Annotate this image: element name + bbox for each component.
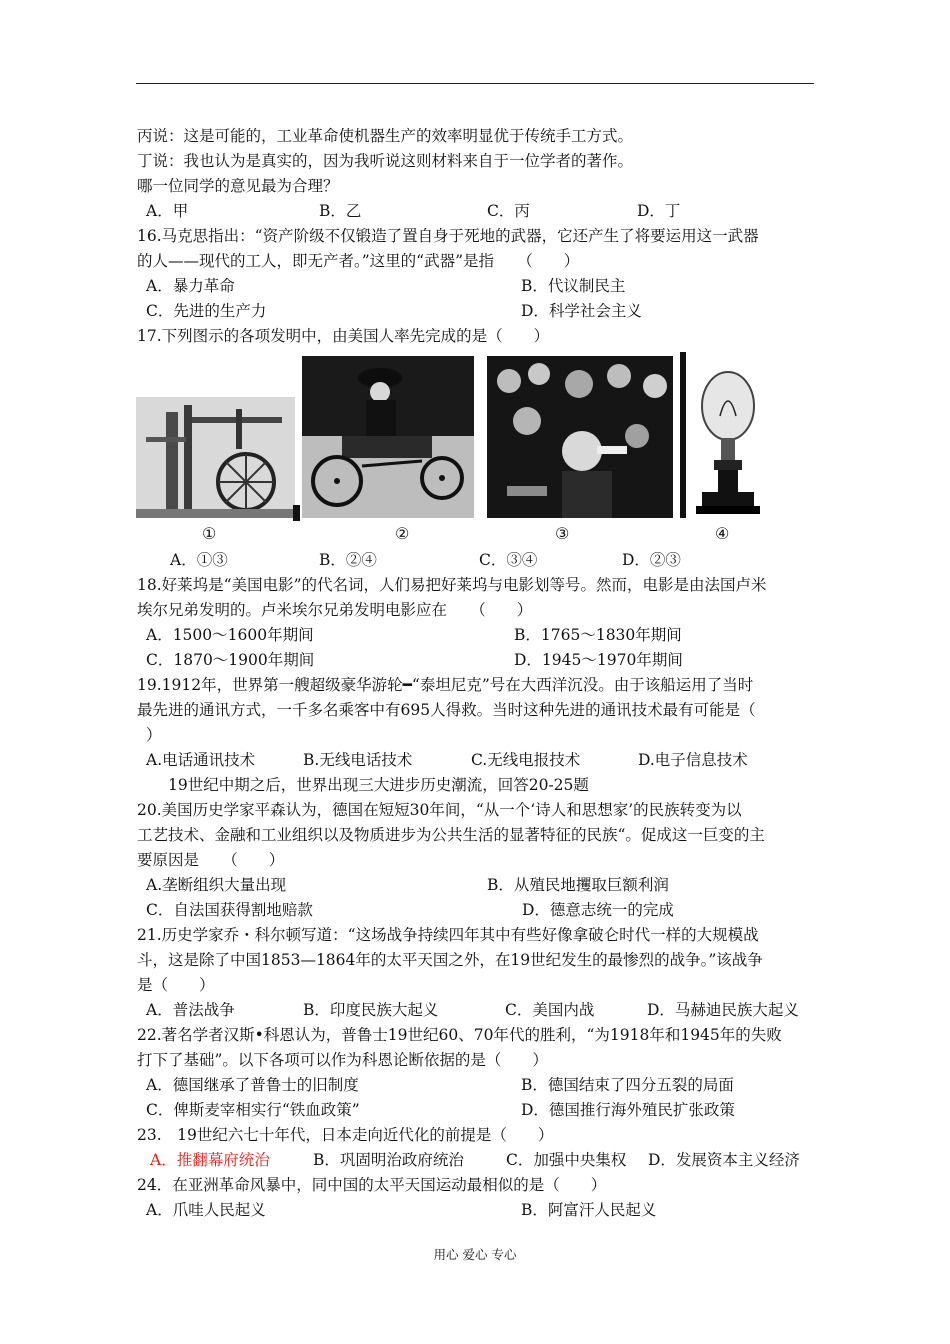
image-label-1: ① xyxy=(202,524,217,543)
question-21-stem: 21.历史学家乔・科尔顿写道：“这场战争持续四年其中有些好像拿破仑时代一样的大规模战 xyxy=(137,926,759,944)
question-22-stem: 22.著名学者汉斯•科恩认为，普鲁士19世纪60、70年代的胜利，“为1918年和1945年的失败 xyxy=(137,1026,782,1044)
option-18-c: C．1870～1900年期间 xyxy=(146,651,315,669)
question-16-stem: 16.马克思指出：“资产阶级不仅锻造了置自身于死地的武器，它还产生了将要运用这一武器 xyxy=(137,227,759,245)
option-21-b: B．印度民族大起义 xyxy=(303,1001,439,1019)
header-rule xyxy=(136,83,814,84)
question-23-stem: 23. 19世纪六七十年代，日本走向近代化的前提是（ ） xyxy=(137,1126,554,1144)
image-label-2: ② xyxy=(395,524,410,543)
text-line: 丙说：这是可能的，工业革命使机器生产的效率明显优于传统手工方式。 xyxy=(137,127,634,145)
question-21-stem: 斗，这是除了中国1853—1864年的太平天国之外，在19世纪发生的最惨烈的战争。”该战争 xyxy=(137,951,763,969)
telephone-demonstration-photo xyxy=(487,356,673,518)
option-18-b: B．1765～1830年期间 xyxy=(514,626,682,644)
option-15-c: C．丙 xyxy=(487,202,530,220)
option-15-b: B．乙 xyxy=(319,202,362,220)
question-20-stem: 20.美国历史学家平森认为，德国在短短30年间，“从一个‘诗人和思想家’的民族转变为以 xyxy=(137,801,742,819)
page-footer: 用心 爱心 专心 xyxy=(433,1247,517,1262)
option-23-d: D．发展资本主义经济 xyxy=(648,1151,800,1169)
option-17-c: C．③④ xyxy=(479,551,538,569)
option-24-a: A．爪哇人民起义 xyxy=(146,1201,266,1219)
question-19-stem: 19.1912年，世界第一艘超级豪华游轮━“泰坦尼克”号在大西洋沉没。由于该船运用了当时 xyxy=(137,676,754,694)
option-21-d: D．马赫迪民族大起义 xyxy=(647,1001,799,1019)
option-20-a: A.垄断组织大量出现 xyxy=(146,876,287,894)
question-20-stem: 要原因是 （ ） xyxy=(137,851,285,869)
option-23-a-answer: A．推翻幕府统治 xyxy=(150,1151,270,1169)
option-17-a: A．①③ xyxy=(170,551,228,569)
image-label-3: ③ xyxy=(555,524,570,543)
option-16-c: C．先进的生产力 xyxy=(146,302,267,320)
option-18-a: A．1500～1600年期间 xyxy=(146,626,314,644)
option-17-b: B．②④ xyxy=(319,551,377,569)
question-19-stem: 最先进的通讯方式，一千多名乘客中有695人得救。当时这种先进的通讯技术最有可能是（ xyxy=(137,701,756,719)
option-20-d: D．德意志统一的完成 xyxy=(522,901,674,919)
question-18-stem: 埃尔兄弟发明的。卢米埃尔兄弟发明电影应在 （ ） xyxy=(137,601,533,619)
question-22-stem: 打下了基础”。以下各项可以作为科恩论断依据的是（ ） xyxy=(137,1051,548,1069)
section-intro: 19世纪中期之后，世界出现三大进步历史潮流，回答20-25题 xyxy=(168,776,589,794)
option-20-b: B．从殖民地攫取巨额利润 xyxy=(487,876,669,894)
question-20-stem: 工艺技术、金融和工业组织以及物质进步为公共生活的显著特征的民族“。促成这一巨变的主 xyxy=(137,826,765,844)
option-22-d: D．德国推行海外殖民扩张政策 xyxy=(521,1101,735,1119)
option-24-b: B．阿富汗人民起义 xyxy=(521,1201,657,1219)
option-17-d: D．②③ xyxy=(622,551,681,569)
option-16-a: A．暴力革命 xyxy=(146,277,235,295)
photo-frame-edge xyxy=(680,352,686,518)
option-15-a: A．甲 xyxy=(146,202,189,220)
text-line: 丁说：我也认为是真实的，因为我听说这则材料来自于一位学者的著作。 xyxy=(137,152,634,170)
option-20-c: C．自法国获得割地赔款 xyxy=(146,901,313,919)
option-21-a: A．普法战争 xyxy=(146,1001,235,1019)
option-19-d: D.电子信息技术 xyxy=(638,751,748,769)
option-22-b: B．德国结束了四分五裂的局面 xyxy=(521,1076,734,1094)
early-automobile-photo xyxy=(302,356,474,518)
question-19-stem: ） xyxy=(146,726,162,744)
image-label-4: ④ xyxy=(715,524,730,543)
light-bulb-photo xyxy=(688,356,768,518)
photo-frame-edge xyxy=(293,505,300,521)
question-18-stem: 18.好莱坞是“美国电影”的代名词，人们易把好莱坞与电影划等号。然而，电影是由法国卢米 xyxy=(137,576,767,594)
option-22-c: C．俾斯麦宰相实行“铁血政策” xyxy=(146,1101,360,1119)
option-23-c: C．加强中央集权 xyxy=(506,1151,627,1169)
option-15-d: D．丁 xyxy=(637,202,681,220)
question-15-stem: 哪一位同学的意见最为合理？ xyxy=(137,177,339,195)
option-16-b: B．代议制民主 xyxy=(521,277,626,295)
steam-engine-photo xyxy=(136,397,295,518)
question-17-stem: 17.下列图示的各项发明中，由美国人率先完成的是（ ） xyxy=(137,327,550,345)
question-24-stem: 24．在亚洲革命风暴中，同中国的太平天国运动最相似的是（ ） xyxy=(137,1176,607,1194)
option-16-d: D．科学社会主义 xyxy=(521,302,642,320)
question-16-stem: 的人——现代的工人，即无产者。”这里的“武器”是指 （ ） xyxy=(137,252,580,270)
question-21-stem: 是（ ） xyxy=(137,976,215,994)
option-22-a: A．德国继承了普鲁士的旧制度 xyxy=(146,1076,359,1094)
option-21-c: C．美国内战 xyxy=(505,1001,595,1019)
option-18-d: D．1945～1970年期间 xyxy=(514,651,683,669)
option-19-c: C.无线电报技术 xyxy=(471,751,581,769)
option-19-a: A.电话通讯技术 xyxy=(146,751,256,769)
option-19-b: B.无线电话技术 xyxy=(303,751,413,769)
option-23-b: B．巩固明治政府统治 xyxy=(313,1151,464,1169)
